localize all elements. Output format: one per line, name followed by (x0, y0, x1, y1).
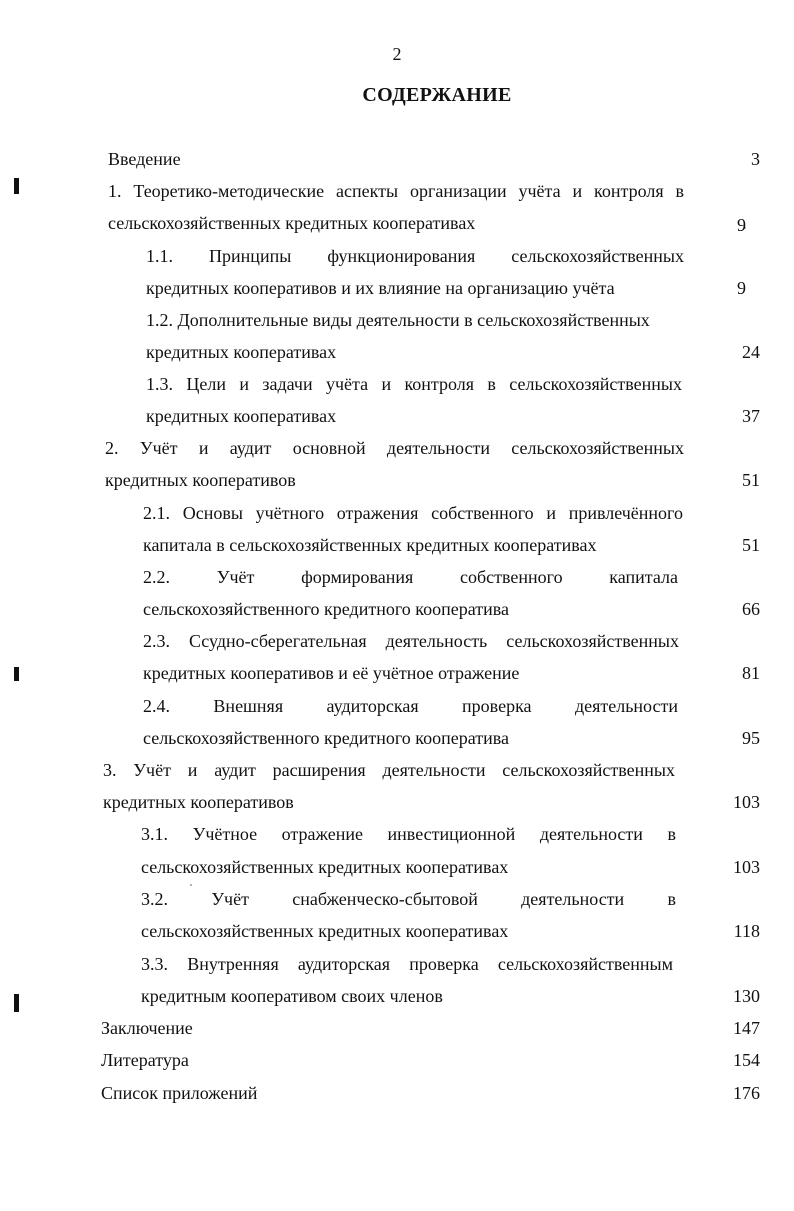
toc-line: 2.4. Внешняя аудиторская проверка деятельности (143, 696, 678, 716)
toc-page-number: 51 (742, 470, 760, 490)
toc-page-number: 130 (733, 986, 760, 1006)
toc-line: 2.2. Учёт формирования собственного капитала (143, 567, 678, 587)
toc-page-number: 147 (733, 1018, 760, 1038)
toc-page-number: 118 (733, 921, 760, 941)
toc-page-number: 176 (733, 1083, 760, 1103)
toc-line: сельскохозяйственных кредитных кооперативах (108, 213, 476, 233)
toc-line: 1.3. Цели и задачи учёта и контроля в сельскохозяйственных (146, 374, 682, 394)
toc-page-number: 103 (733, 857, 760, 877)
toc-line: капитала в сельскохозяйственных кредитных кооперативах (143, 535, 597, 555)
toc-page-number: 37 (742, 406, 760, 426)
toc-line: 2. Учёт и аудит основной деятельности сельскохозяйственных (105, 438, 684, 458)
toc-line: 3.1. Учётное отражение инвестиционной деятельности в (141, 824, 676, 844)
toc-page-number: 9 (737, 215, 746, 235)
toc-page-number: 95 (742, 728, 760, 748)
toc-line: 2.3. Ссудно-сберегательная деятельность сельскохозяйственных (143, 631, 679, 651)
page-title: СОДЕРЖАНИЕ (362, 84, 512, 106)
toc-page-number: 81 (742, 663, 760, 683)
toc-page-number: 103 (733, 792, 760, 812)
toc-line: 1.1. Принципы функционирования сельскохозяйственных (146, 246, 684, 266)
toc-line: сельскохозяйственного кредитного кооператива (143, 728, 509, 748)
toc-line: кредитных кооперативов и их влияние на организацию учёта (146, 278, 615, 298)
toc-line: 3.3. Внутренняя аудиторская проверка сельскохозяйственным (141, 954, 673, 974)
page-number: 2 (392, 44, 402, 64)
toc-line: сельскохозяйственного кредитного кооператива (143, 599, 509, 619)
toc-line: сельскохозяйственных кредитных кооперативах (141, 921, 509, 941)
toc-line: 3.2. Учёт снабженческо-сбытовой деятельности в (141, 889, 676, 909)
toc-line: 1. Теоретико-методические аспекты организации учёта и контроля в (108, 181, 684, 201)
toc-line: кредитных кооперативах (146, 342, 337, 362)
toc-line: Литература (101, 1050, 189, 1070)
toc-line: кредитных кооперативов (103, 792, 294, 812)
toc-line: кредитных кооперативов (105, 470, 296, 490)
toc-line: Введение (108, 149, 181, 169)
toc-line: кредитных кооперативов и её учётное отражение (143, 663, 520, 683)
toc-page-number: 9 (737, 278, 746, 298)
toc-line: кредитных кооперативах (146, 406, 337, 426)
toc-line: сельскохозяйственных кредитных кооперативах (141, 857, 509, 877)
toc-page-number: 66 (742, 599, 760, 619)
toc-line: 3. Учёт и аудит расширения деятельности сельскохозяйственных (103, 760, 675, 780)
toc-line: Список приложений (101, 1083, 258, 1103)
toc-page-number: 24 (742, 342, 760, 362)
toc-line: кредитным кооперативом своих членов (141, 986, 443, 1006)
toc-page-number: 3 (751, 149, 760, 169)
toc-page-number: 51 (742, 535, 760, 555)
toc-page-number: 154 (733, 1050, 760, 1070)
toc-line: Заключение (101, 1018, 193, 1038)
toc-line: 1.2. Дополнительные виды деятельности в сельскохозяйственных (146, 310, 650, 330)
toc-line: 2.1. Основы учётного отражения собственного и привлечённого (143, 503, 683, 523)
